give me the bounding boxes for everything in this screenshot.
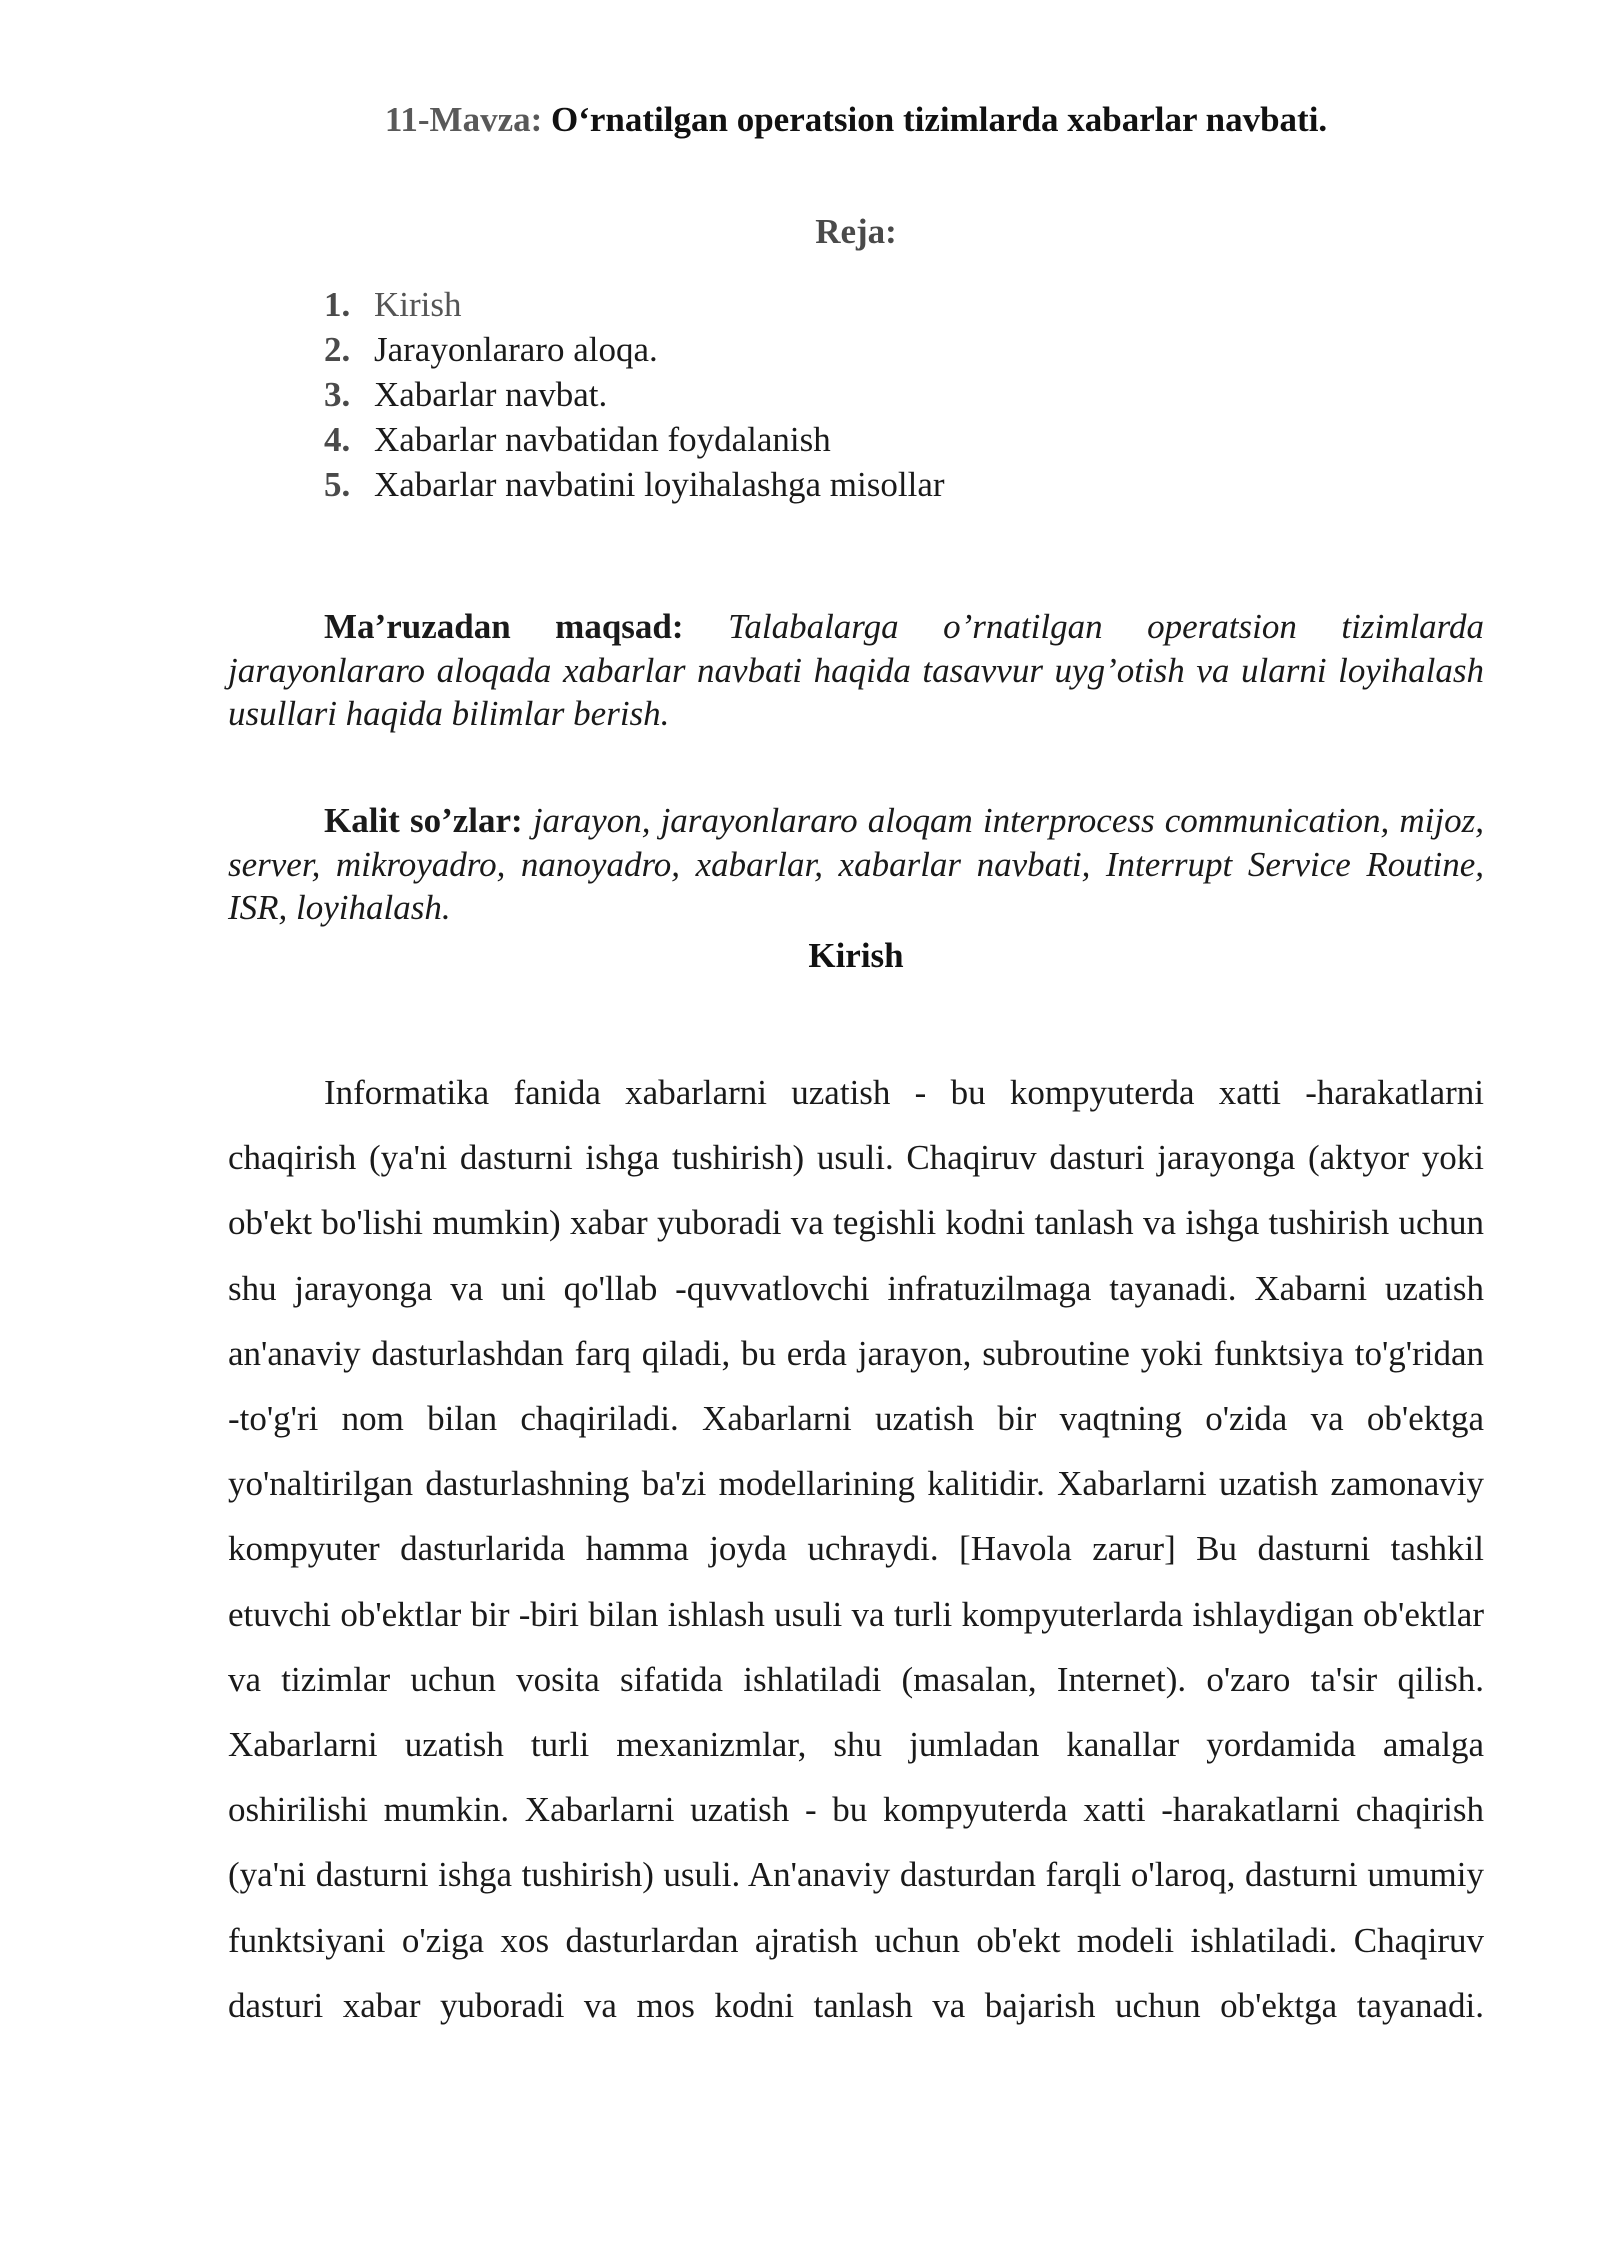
keywords-paragraph (228, 799, 1484, 930)
plan-item-number: 2. (324, 330, 351, 369)
lecture-goal-paragraph (228, 605, 1484, 736)
lecture-title (228, 100, 1484, 140)
plan-item (324, 462, 945, 507)
lecture-number: 11-Mavza: (384, 100, 543, 139)
plan-item-text: Xabarlar navbat. (374, 375, 608, 414)
keywords-text: jarayon, jarayonlararo aloqam interprocess communication, mijoz, server, mikroyadro, nanoyadro, xabarlar, xabarlar navbati, Interrupt Service Routine, ISR, loyihalash. (228, 801, 1484, 927)
plan-heading: Reja: (815, 212, 897, 251)
plan-item-text: Jarayonlararo aloqa. (374, 330, 658, 369)
plan-list (324, 282, 945, 507)
lecture-topic: O‘rnatilgan operatsion tizimlarda xabarlar navbati. (551, 100, 1328, 139)
body-paragraph-text: Informatika fanida xabarlarni uzatish - bu kompyuterda xatti -harakatlarni chaqirish (ya'ni dasturni ishga tushirish) usuli. Chaqiruv dasturi jarayonga (aktyor yoki ob'ekt bo'lishi mumkin) xabar yuboradi va tegishli kodni tanlash va ishga tushirish uchun shu jarayonga va uni qo'llab -quvvatlovchi infratuzilmaga tayanadi. Xabarni uzatish an'anaviy dasturlashdan farq qiladi, bu erda jarayon, subroutine yoki funktsiya to'g'ridan -to'g'ri nom bilan chaqiriladi. Xabarlarni uzatish bir vaqtning o'zida va ob'ektga yo'naltirilgan dasturlashning ba'zi modellarining kalitidir. Xabarlarni uzatish zamonaviy kompyuter dasturlarida hamma joyda uchraydi. [Havola zarur] Bu dasturni tashkil etuvchi ob'ektlar bir -biri bilan ishlash usuli va turli kompyuterlarda ishlaydigan ob'ektlar va tizimlar uchun vosita sifatida ishlatiladi (masalan, Internet). o'zaro ta'sir qilish. Xabarlarni uzatish turli mexanizmlar, shu jumladan kanallar yordamida amalga oshirilishi mumkin. Xabarlarni uzatish - bu kompyuterda xatti -harakatlarni chaqirish (ya'ni dasturni ishga tushirish) usuli. An'anaviy dasturdan farqli o'laroq, dasturni umumiy funktsiyani o'ziga xos dasturlardan ajratish uchun ob'ekt modeli ishlatiladi. Chaqiruv dasturi xabar yuboradi va mos kodni tanlash va bajarish uchun ob'ektga tayanadi. (228, 1073, 1484, 2025)
plan-item-text: Xabarlar navbatidan foydalanish (374, 420, 831, 459)
plan-item-text: Kirish (374, 285, 462, 324)
body-paragraph (228, 1060, 1484, 2038)
plan-item-text: Xabarlar navbatini loyihalashga misollar (374, 465, 945, 504)
plan-item-number: 5. (324, 465, 351, 504)
plan-item-number: 3. (324, 375, 351, 414)
plan-item (324, 417, 945, 462)
plan-item-number: 4. (324, 420, 351, 459)
keywords-label: Kalit so’zlar: (324, 801, 523, 840)
plan-item (324, 372, 945, 417)
lecture-goal-text: Talabalarga o’rnatilgan operatsion tizimlarda jarayonlararo aloqada xabarlar navbati haqida tasavvur uyg’otish va ularni loyihalash usullari haqida bilimlar berish. (228, 607, 1484, 733)
plan-item-number: 1. (324, 285, 351, 324)
plan-item (324, 282, 945, 327)
plan-item (324, 327, 945, 372)
lecture-goal-label: Ma’ruzadan maqsad: (324, 607, 684, 646)
section-heading: Kirish (808, 936, 904, 975)
